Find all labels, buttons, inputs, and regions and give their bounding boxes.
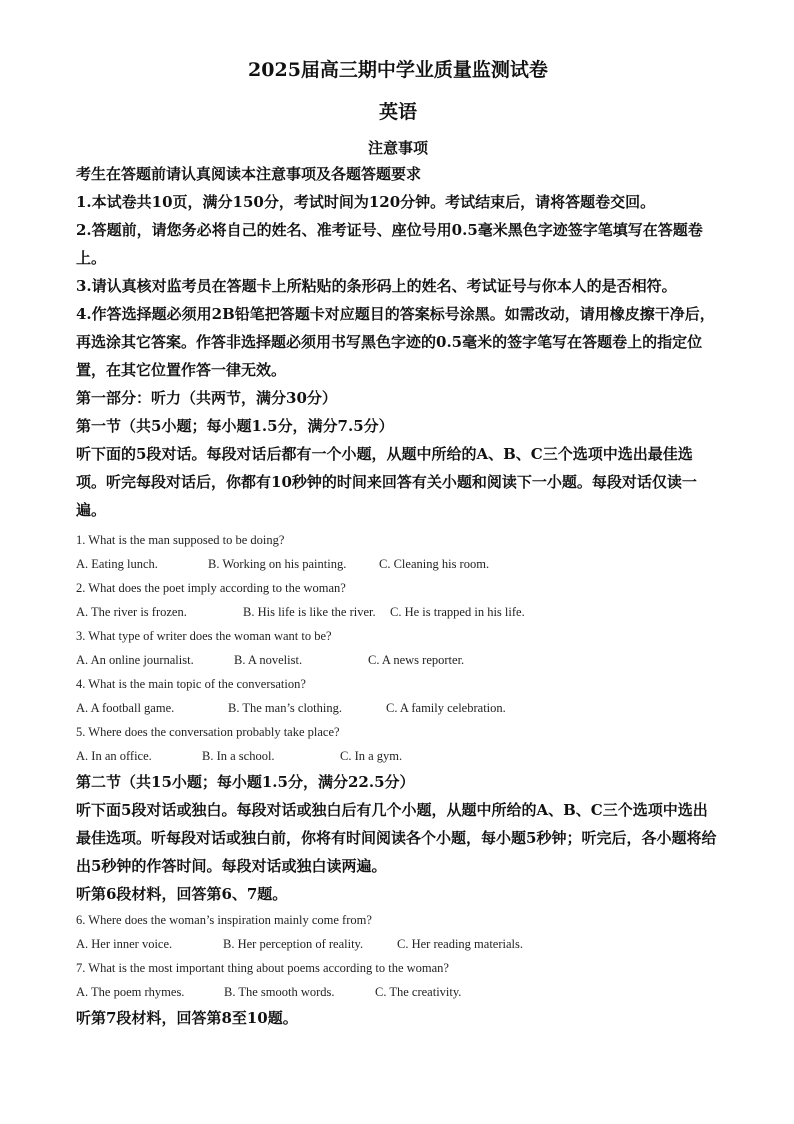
material-7-heading: 听第7段材料，回答第8至10题。 xyxy=(76,1009,298,1027)
option-a: A. The poem rhymes. xyxy=(76,985,185,999)
section2-instructions: 听下面5段对话或独白。每段对话或独白后有几个小题，从题中所给的A、B、C三个选项中选出最佳选项。听每段对话或独白前，你将有时间阅读各个小题，每小题5秒钟；听完后，各小题将给出5秒钟的作答时间。每段对话或独白读两遍。 xyxy=(76,801,717,875)
question-options xyxy=(76,600,720,624)
question-stem: 4. What is the main topic of the conversation? xyxy=(76,677,306,691)
option-b: B. Working on his painting. xyxy=(208,557,347,571)
option-a: A. A football game. xyxy=(76,701,175,715)
question-stem: 3. What type of writer does the woman want to be? xyxy=(76,629,332,643)
option-b: B. Her perception of reality. xyxy=(223,937,364,951)
option-a: A. An online journalist. xyxy=(76,653,194,667)
option-c: C. In a gym. xyxy=(340,749,403,763)
question-options xyxy=(76,932,720,956)
notice-item-2: 2.答题前，请您务必将自己的姓名、准考证号、座位号用0.5毫米黑色字迹签字笔填写在答题卷上。 xyxy=(76,221,703,267)
option-a: A. Eating lunch. xyxy=(76,557,158,571)
part1-heading: 第一部分：听力（共两节，满分30分） xyxy=(76,389,337,407)
option-c: C. He is trapped in his life. xyxy=(390,605,525,619)
option-c: C. A news reporter. xyxy=(368,653,465,667)
question-options xyxy=(76,552,720,576)
subject-title: 英语 xyxy=(378,101,417,123)
question-stem: 5. Where does the conversation probably take place? xyxy=(76,725,340,739)
exam-title: 2025届高三期中学业质量监测试卷 xyxy=(248,59,548,81)
question-stem: 2. What does the poet imply according to the woman? xyxy=(76,581,346,595)
notice-item-1: 1.本试卷共10页，满分150分，考试时间为120分钟。考试结束后，请将答题卷交回。 xyxy=(76,193,656,211)
option-b: B. The man’s clothing. xyxy=(228,701,342,715)
question-options xyxy=(76,648,720,672)
option-b: B. The smooth words. xyxy=(224,985,335,999)
question-stem: 1. What is the man supposed to be doing? xyxy=(76,533,285,547)
option-b: B. His life is like the river. xyxy=(243,605,376,619)
question-stem: 6. Where does the woman’s inspiration mainly come from? xyxy=(76,913,372,927)
question-options xyxy=(76,744,720,768)
notice-intro: 考生在答题前请认真阅读本注意事项及各题答题要求 xyxy=(76,165,422,183)
option-b: B. In a school. xyxy=(202,749,275,763)
section2-heading: 第二节（共15小题；每小题1.5分，满分22.5分） xyxy=(76,773,415,791)
option-c: C. A family celebration. xyxy=(386,701,506,715)
notice-item-3: 3.请认真核对监考员在答题卡上所粘贴的条形码上的姓名、考试证号与你本人的是否相符。 xyxy=(76,277,677,295)
question-options xyxy=(76,980,720,1004)
option-a: A. In an office. xyxy=(76,749,152,763)
notice-item-4: 4.作答选择题必须用2B铅笔把答题卡对应题目的答案标号涂黑。如需改动，请用橡皮擦干净后，再选涂其它答案。作答非选择题必须用书写黑色字迹的0.5毫米的签字笔写在答题卷上的指定位置，在其它位置作答一律无效。 xyxy=(76,305,715,379)
section1-instructions: 听下面的5段对话。每段对话后都有一个小题，从题中所给的A、B、C三个选项中选出最佳选项。听完每段对话后，你都有10秒钟的时间来回答有关小题和阅读下一小题。每段对话仅读一遍。 xyxy=(76,445,697,519)
notice-title: 注意事项 xyxy=(367,139,428,157)
option-c: C. Her reading materials. xyxy=(397,937,523,951)
option-b: B. A novelist. xyxy=(234,653,303,667)
option-c: C. The creativity. xyxy=(375,985,462,999)
option-c: C. Cleaning his room. xyxy=(379,557,490,571)
option-a: A. The river is frozen. xyxy=(76,605,187,619)
section1-questions xyxy=(76,528,720,768)
question-stem: 7. What is the most important thing about poems according to the woman? xyxy=(76,961,449,975)
section2-questions xyxy=(76,908,720,1004)
material-6-heading: 听第6段材料，回答第6、7题。 xyxy=(76,885,288,903)
section1-heading: 第一节（共5小题；每小题1.5分，满分7.5分） xyxy=(76,417,394,435)
option-a: A. Her inner voice. xyxy=(76,937,173,951)
question-options xyxy=(76,696,720,720)
